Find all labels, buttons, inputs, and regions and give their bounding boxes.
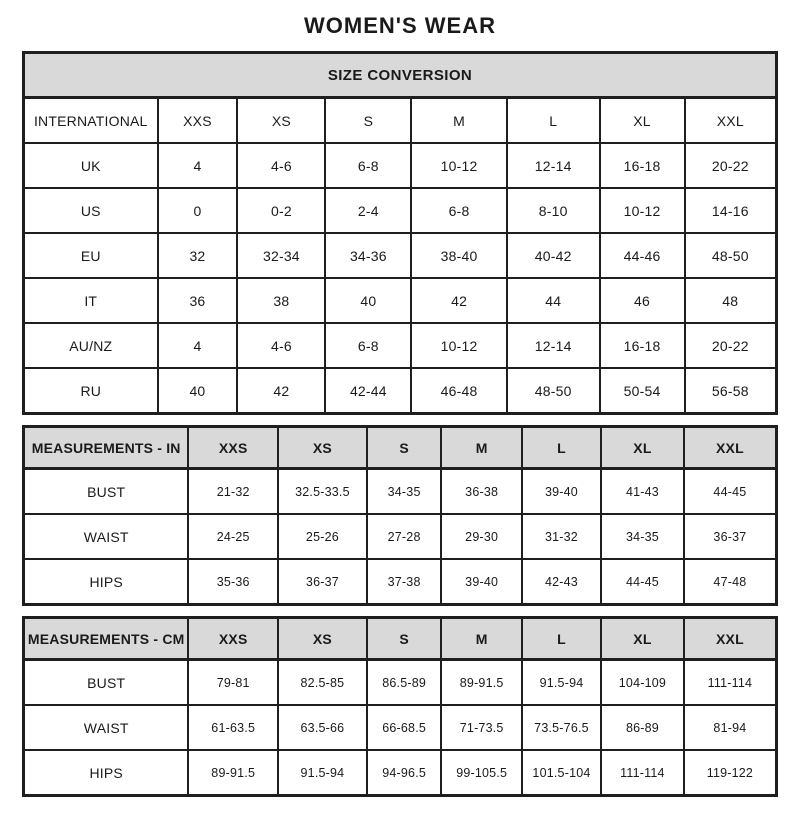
value-cell: 36 xyxy=(158,278,238,323)
size-header-xs: XS xyxy=(278,427,367,469)
value-cell: 34-35 xyxy=(367,469,442,515)
measurements-in-header-row xyxy=(24,427,777,469)
row-label: BUST xyxy=(24,660,189,706)
value-cell: 36-37 xyxy=(684,514,777,559)
row-label: HIPS xyxy=(24,750,189,796)
measurements-in-table xyxy=(22,425,778,606)
row-label: INTERNATIONAL xyxy=(24,98,158,144)
value-cell: 48 xyxy=(685,278,777,323)
value-cell: 20-22 xyxy=(685,323,777,368)
value-cell: 119-122 xyxy=(684,750,777,796)
value-cell: 37-38 xyxy=(367,559,442,605)
value-cell: 48-50 xyxy=(685,233,777,278)
size-header-xl: XL xyxy=(601,427,684,469)
table-row xyxy=(24,469,777,515)
value-cell: 41-43 xyxy=(601,469,684,515)
size-guide-sheet xyxy=(22,13,778,797)
size-header-xxs: XXS xyxy=(188,427,278,469)
value-cell: 42-43 xyxy=(522,559,601,605)
row-label: EU xyxy=(24,233,158,278)
size-header-l: L xyxy=(522,427,601,469)
value-cell: 86-89 xyxy=(601,705,684,750)
value-cell: 111-114 xyxy=(601,750,684,796)
size-header-m: M xyxy=(441,618,522,660)
row-label: US xyxy=(24,188,158,233)
value-cell: 111-114 xyxy=(684,660,777,706)
value-cell: 44-45 xyxy=(684,469,777,515)
value-cell: 16-18 xyxy=(600,143,685,188)
value-cell: 6-8 xyxy=(411,188,507,233)
row-label: UK xyxy=(24,143,158,188)
size-conversion-header-row xyxy=(24,53,777,98)
value-cell: M xyxy=(411,98,507,144)
value-cell: 73.5-76.5 xyxy=(522,705,601,750)
row-label: AU/NZ xyxy=(24,323,158,368)
measurements-in-body xyxy=(24,469,777,605)
value-cell: 32-34 xyxy=(237,233,325,278)
table-row xyxy=(24,705,777,750)
value-cell: 4-6 xyxy=(237,143,325,188)
measurements-cm-body xyxy=(24,660,777,796)
value-cell: 91.5-94 xyxy=(278,750,367,796)
value-cell: 104-109 xyxy=(601,660,684,706)
value-cell: 31-32 xyxy=(522,514,601,559)
table-row xyxy=(24,514,777,559)
value-cell: 94-96.5 xyxy=(367,750,442,796)
size-header-xl: XL xyxy=(601,618,684,660)
value-cell: 47-48 xyxy=(684,559,777,605)
value-cell: 89-91.5 xyxy=(188,750,278,796)
value-cell: 86.5-89 xyxy=(367,660,442,706)
measurements-cm-header-row xyxy=(24,618,777,660)
value-cell: 29-30 xyxy=(441,514,522,559)
value-cell: 12-14 xyxy=(507,323,600,368)
value-cell: 44-46 xyxy=(600,233,685,278)
size-header-xs: XS xyxy=(278,618,367,660)
row-label: HIPS xyxy=(24,559,189,605)
value-cell: XL xyxy=(600,98,685,144)
value-cell: 16-18 xyxy=(600,323,685,368)
measurements-cm-title: MEASUREMENTS - CM xyxy=(24,618,189,660)
value-cell: 61-63.5 xyxy=(188,705,278,750)
value-cell: 2-4 xyxy=(325,188,411,233)
value-cell: 89-91.5 xyxy=(441,660,522,706)
size-header-l: L xyxy=(522,618,601,660)
table-row xyxy=(24,98,777,144)
value-cell: 91.5-94 xyxy=(522,660,601,706)
row-label: BUST xyxy=(24,469,189,515)
value-cell: 42 xyxy=(237,368,325,414)
value-cell: 44-45 xyxy=(601,559,684,605)
row-label: IT xyxy=(24,278,158,323)
size-header-xxl: XXL xyxy=(684,427,777,469)
value-cell: XXS xyxy=(158,98,238,144)
value-cell: 12-14 xyxy=(507,143,600,188)
value-cell: 40 xyxy=(158,368,238,414)
value-cell: 50-54 xyxy=(600,368,685,414)
value-cell: 21-32 xyxy=(188,469,278,515)
value-cell: L xyxy=(507,98,600,144)
row-label: RU xyxy=(24,368,158,414)
value-cell: 38 xyxy=(237,278,325,323)
value-cell: 25-26 xyxy=(278,514,367,559)
value-cell: 4 xyxy=(158,143,238,188)
value-cell: 4-6 xyxy=(237,323,325,368)
value-cell: 34-35 xyxy=(601,514,684,559)
size-conversion-title: SIZE CONVERSION xyxy=(24,53,777,98)
value-cell: 101.5-104 xyxy=(522,750,601,796)
value-cell: 6-8 xyxy=(325,143,411,188)
value-cell: 46-48 xyxy=(411,368,507,414)
value-cell: 10-12 xyxy=(411,143,507,188)
value-cell: 66-68.5 xyxy=(367,705,442,750)
table-row xyxy=(24,278,777,323)
size-conversion-table xyxy=(22,51,778,415)
table-row xyxy=(24,323,777,368)
value-cell: 99-105.5 xyxy=(441,750,522,796)
measurements-in-title: MEASUREMENTS - IN xyxy=(24,427,189,469)
value-cell: 27-28 xyxy=(367,514,442,559)
table-row xyxy=(24,143,777,188)
value-cell: XXL xyxy=(685,98,777,144)
value-cell: 79-81 xyxy=(188,660,278,706)
size-header-xxs: XXS xyxy=(188,618,278,660)
value-cell: 56-58 xyxy=(685,368,777,414)
value-cell: XS xyxy=(237,98,325,144)
row-label: WAIST xyxy=(24,705,189,750)
value-cell: S xyxy=(325,98,411,144)
value-cell: 82.5-85 xyxy=(278,660,367,706)
table-row xyxy=(24,233,777,278)
value-cell: 0 xyxy=(158,188,238,233)
row-label: WAIST xyxy=(24,514,189,559)
value-cell: 32 xyxy=(158,233,238,278)
value-cell: 10-12 xyxy=(600,188,685,233)
measurements-cm-table xyxy=(22,616,778,797)
value-cell: 36-38 xyxy=(441,469,522,515)
value-cell: 10-12 xyxy=(411,323,507,368)
size-conversion-body xyxy=(24,98,777,414)
value-cell: 6-8 xyxy=(325,323,411,368)
value-cell: 38-40 xyxy=(411,233,507,278)
value-cell: 48-50 xyxy=(507,368,600,414)
value-cell: 39-40 xyxy=(441,559,522,605)
table-row xyxy=(24,660,777,706)
value-cell: 20-22 xyxy=(685,143,777,188)
value-cell: 40 xyxy=(325,278,411,323)
value-cell: 0-2 xyxy=(237,188,325,233)
value-cell: 44 xyxy=(507,278,600,323)
value-cell: 8-10 xyxy=(507,188,600,233)
value-cell: 46 xyxy=(600,278,685,323)
value-cell: 63.5-66 xyxy=(278,705,367,750)
size-header-m: M xyxy=(441,427,522,469)
value-cell: 24-25 xyxy=(188,514,278,559)
size-header-s: S xyxy=(367,427,442,469)
table-row xyxy=(24,559,777,605)
value-cell: 42 xyxy=(411,278,507,323)
value-cell: 42-44 xyxy=(325,368,411,414)
value-cell: 36-37 xyxy=(278,559,367,605)
value-cell: 14-16 xyxy=(685,188,777,233)
value-cell: 39-40 xyxy=(522,469,601,515)
value-cell: 71-73.5 xyxy=(441,705,522,750)
page-title: WOMEN'S WEAR xyxy=(304,13,496,38)
table-row xyxy=(24,188,777,233)
value-cell: 81-94 xyxy=(684,705,777,750)
size-header-xxl: XXL xyxy=(684,618,777,660)
value-cell: 35-36 xyxy=(188,559,278,605)
table-row xyxy=(24,368,777,414)
size-header-s: S xyxy=(367,618,442,660)
value-cell: 40-42 xyxy=(507,233,600,278)
value-cell: 4 xyxy=(158,323,238,368)
value-cell: 32.5-33.5 xyxy=(278,469,367,515)
table-row xyxy=(24,750,777,796)
value-cell: 34-36 xyxy=(325,233,411,278)
